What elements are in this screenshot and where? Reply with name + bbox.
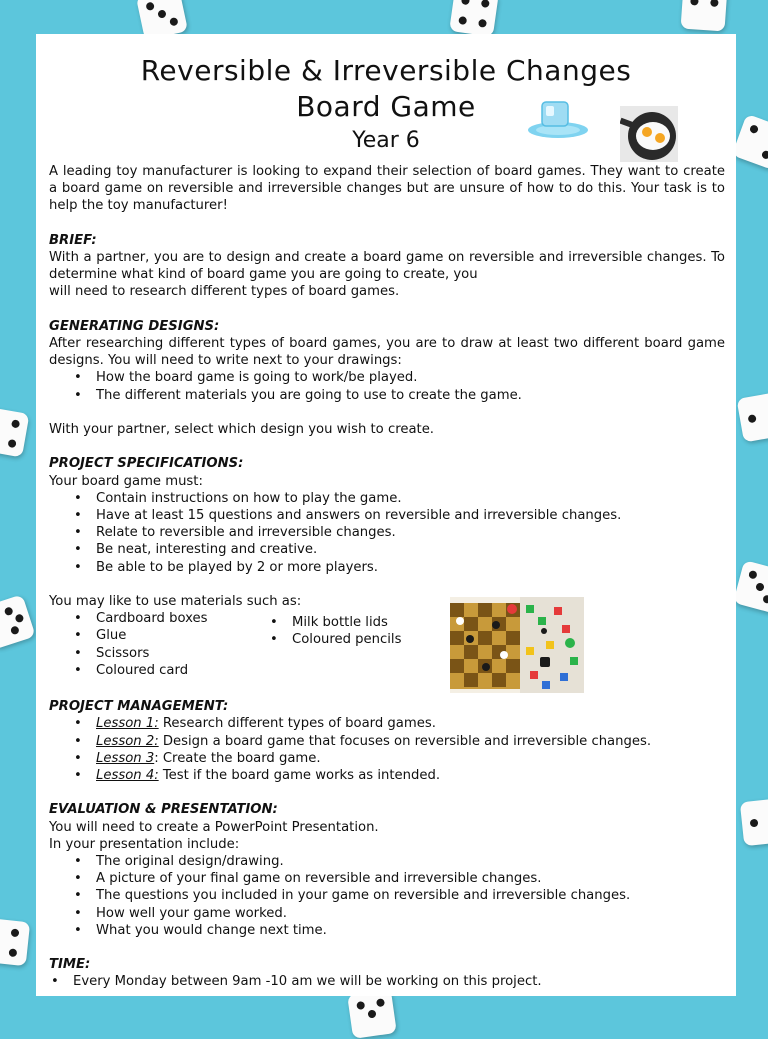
- list-item: • Glue: [49, 627, 208, 644]
- list-item: • The original design/drawing.: [49, 853, 725, 870]
- dice-decoration: [740, 798, 768, 846]
- dice-decoration: [449, 0, 499, 37]
- list-item: • Cardboard boxes: [49, 610, 208, 627]
- generating-designs-list: [49, 369, 725, 403]
- list-item: • Scissors: [49, 645, 208, 662]
- year-level: Year 6: [352, 128, 420, 153]
- materials-list-col1: [49, 610, 208, 679]
- worksheet-body: [49, 163, 725, 991]
- list-item: [49, 715, 725, 732]
- ice-cube-icon: [528, 100, 592, 140]
- dice-decoration: [681, 0, 728, 31]
- lessons-list: [49, 715, 725, 784]
- dice-decoration: [733, 560, 768, 614]
- generating-designs-heading: GENERATING DESIGNS:: [49, 318, 220, 334]
- lesson-text: Design a board game that focuses on reversible and irreversible changes.: [158, 733, 652, 749]
- dice-decoration: [732, 114, 768, 170]
- list-item: • Coloured card: [49, 662, 208, 679]
- materials-lists: [49, 610, 725, 698]
- list-item: • How the board game is going to work/be played.: [49, 369, 725, 386]
- list-item: • Contain instructions on how to play the game.: [49, 490, 725, 507]
- list-item: • Coloured pencils: [245, 631, 401, 648]
- lesson-label: Lesson 3: [96, 750, 155, 766]
- page-title: Reversible & Irreversible Changes: [140, 54, 632, 87]
- list-item: [49, 767, 725, 784]
- list-item: • Be neat, interesting and creative.: [49, 541, 725, 558]
- brief-text-continued: will need to research different types of board games.: [49, 284, 400, 300]
- select-design-text: With your partner, select which design you wish to create.: [49, 422, 434, 437]
- materials-list-col2: [245, 614, 401, 648]
- dice-decoration: [0, 407, 29, 458]
- worksheet-page: [36, 34, 736, 996]
- evaluation-list: [49, 853, 725, 939]
- dice-decoration: [737, 392, 768, 443]
- fried-egg-icon: [620, 106, 678, 162]
- specifications-list: [49, 490, 725, 576]
- list-item: • The questions you included in your game on reversible and irreversible changes.: [49, 887, 725, 904]
- list-item: • Have at least 15 questions and answers on reversible and irreversible changes.: [49, 507, 725, 524]
- lesson-text: : Create the board game.: [154, 750, 321, 766]
- project-specifications-heading: PROJECT SPECIFICATIONS:: [49, 456, 244, 472]
- time-heading: TIME:: [49, 957, 91, 973]
- brief-text: With a partner, you are to design and create a board game on reversible and irreversible changes. To determine what kind of board game you are going to create, you: [49, 250, 725, 283]
- list-item: • Every Monday between 9am -10 am we will be working on this project.: [49, 973, 725, 990]
- dice-decoration: [347, 989, 397, 1039]
- list-item: • How well your game worked.: [49, 905, 725, 922]
- specifications-intro: Your board game must:: [49, 473, 203, 489]
- dice-decoration: [0, 918, 30, 966]
- brief-heading: BRIEF:: [49, 232, 97, 248]
- lesson-label: Lesson 1:: [96, 716, 159, 732]
- list-item: • A picture of your final game on reversible and irreversible changes.: [49, 870, 725, 887]
- generating-designs-text: After researching different types of board games, you are to draw at least two different board game designs. You will need to write next to your drawings:: [49, 336, 725, 369]
- list-item: • Milk bottle lids: [245, 614, 401, 631]
- page-subtitle: Board Game: [296, 90, 476, 123]
- materials-intro: You may like to use materials such as:: [49, 594, 302, 609]
- intro-paragraph: A leading toy manufacturer is looking to expand their selection of board games. They want to create a board game on reversible and irreversible changes but are unsure of how to do this. Your task is to help the toy manufacturer!: [49, 164, 725, 214]
- list-item: • Be able to be played by 2 or more players.: [49, 559, 725, 576]
- evaluation-heading: EVALUATION & PRESENTATION:: [49, 802, 278, 818]
- list-item: [49, 750, 725, 767]
- list-item: • What you would change next time.: [49, 922, 725, 939]
- evaluation-line: In your presentation include:: [49, 836, 240, 852]
- lesson-text: Research different types of board games.: [158, 716, 436, 732]
- time-list: [49, 973, 725, 990]
- lesson-label: Lesson 4:: [96, 768, 159, 784]
- evaluation-line: You will need to create a PowerPoint Presentation.: [49, 819, 379, 835]
- lesson-text: Test if the board game works as intended.: [158, 768, 441, 784]
- lesson-label: Lesson 2:: [96, 733, 159, 749]
- project-management-heading: PROJECT MANAGEMENT:: [49, 699, 229, 715]
- list-item: [49, 733, 725, 750]
- dice-decoration: [0, 594, 36, 649]
- list-item: • Relate to reversible and irreversible changes.: [49, 524, 725, 541]
- list-item: • The different materials you are going to use to create the game.: [49, 387, 725, 404]
